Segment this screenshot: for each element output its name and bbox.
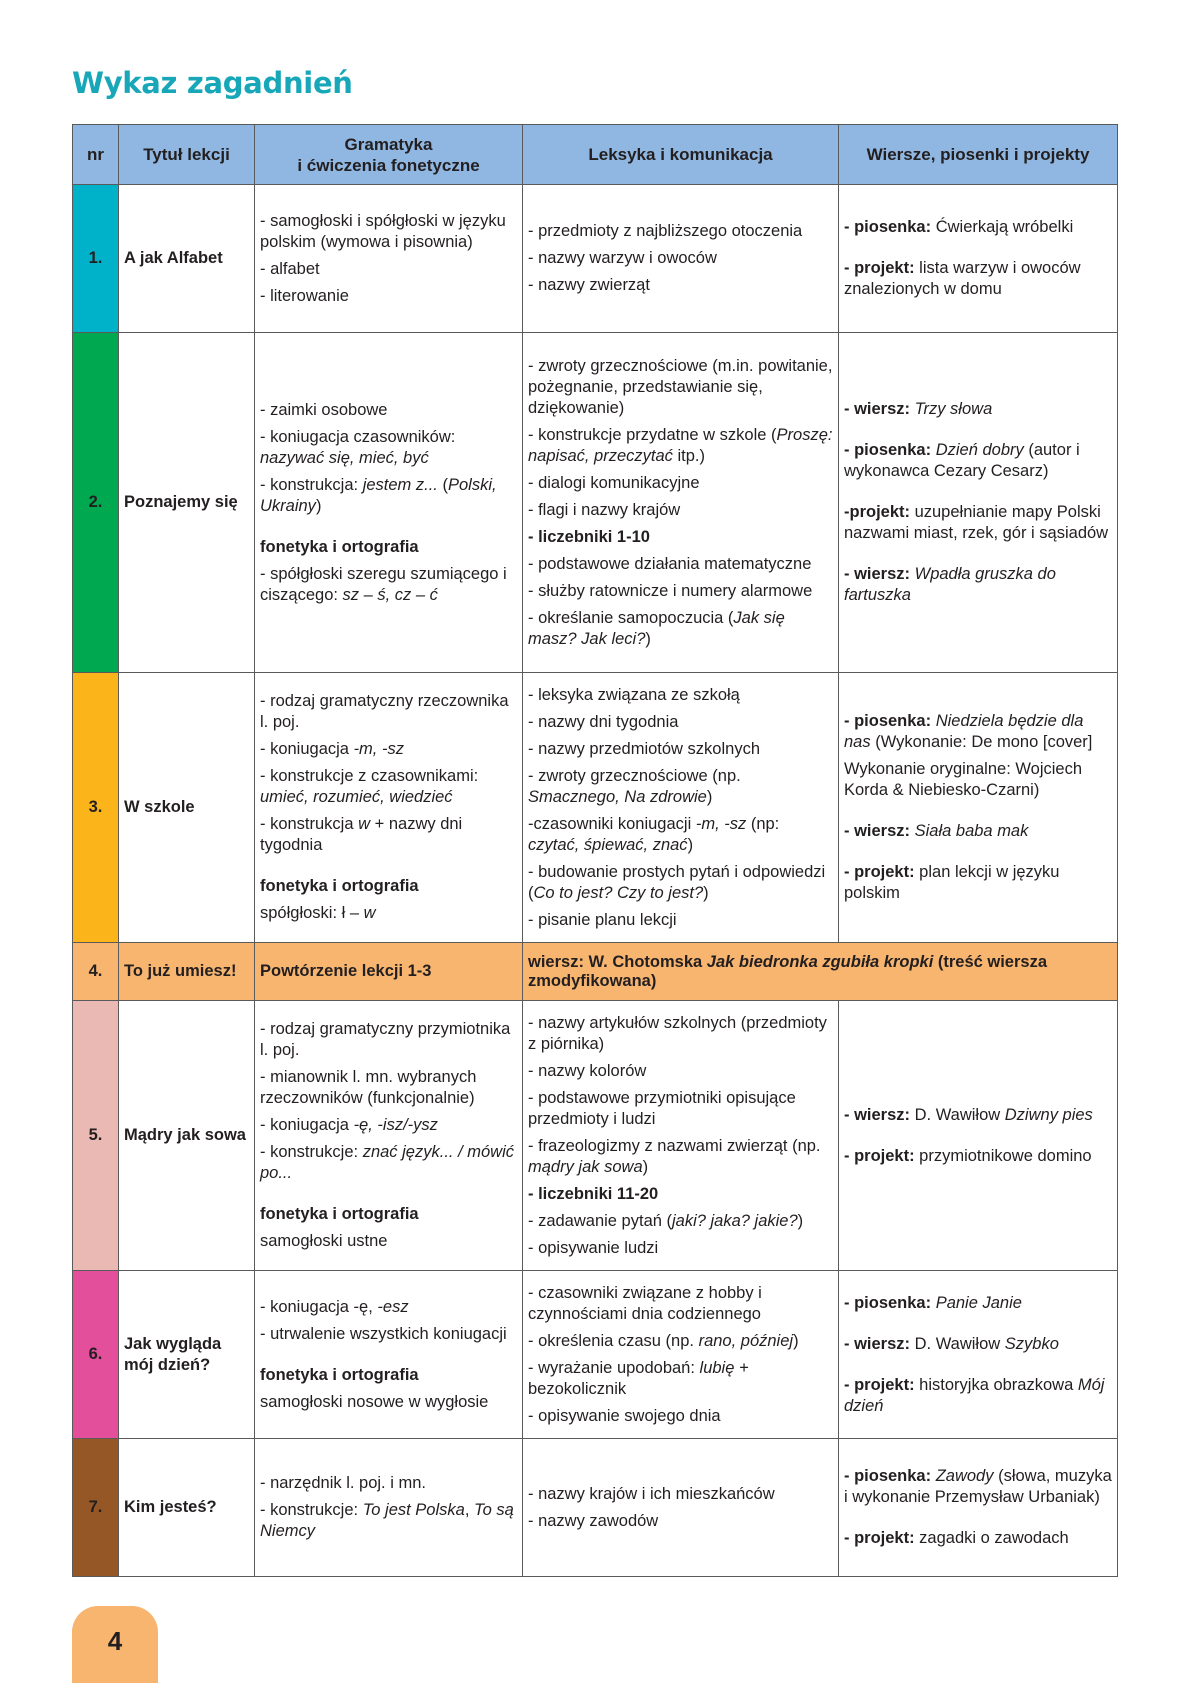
cell-line [260, 1392, 517, 1413]
cell-line [844, 217, 1112, 238]
cell-line [528, 685, 833, 706]
cell-text: - opisywanie swojego dnia [528, 1406, 721, 1425]
lesson-lexis [523, 1271, 839, 1439]
cell-text: uzupełnianie mapy Polski nazwami miast, rzek, gór i sąsiadów [844, 503, 1109, 542]
cell-text: Polski, Ukrainy [260, 475, 497, 515]
lesson-number: 4. [73, 943, 119, 1001]
cell-text: umieć, rozumieć, wiedzieć [260, 788, 453, 806]
cell-text: D. Wawiłow [910, 1105, 1005, 1124]
cell-line [260, 1297, 517, 1318]
cell-text: - wiersz: [844, 400, 911, 418]
cell-text: - podstawowe działania matematyczne [528, 554, 812, 573]
cell-text: - przedmioty z najbliższego otoczenia [528, 222, 803, 240]
spacer [844, 1320, 1112, 1334]
lesson-lexis [523, 185, 839, 333]
cell-text: - konstrukcja [260, 815, 359, 833]
cell-line [528, 712, 833, 733]
cell-line [260, 766, 517, 808]
cell-line [528, 1238, 833, 1259]
cell-text: - liczebniki 11-20 [528, 1184, 659, 1203]
cell-text: - flagi i nazwy krajów [528, 500, 681, 519]
lesson-title: W szkole [119, 673, 255, 943]
cell-line [844, 821, 1112, 842]
cell-line [528, 500, 833, 521]
table-row [73, 185, 1118, 333]
cell-text: itp.) [672, 446, 705, 465]
cell-line [260, 739, 517, 760]
cell-text: Ćwierkają wróbelki [931, 218, 1074, 236]
cell-text: nazywać się, mieć, być [260, 448, 429, 467]
cell-text: sz – ś, cz – ć [342, 585, 438, 604]
cell-text: Jak biedronka zgubiła kropki [706, 952, 934, 971]
cell-text: - nazwy przedmiotów szkolnych [528, 739, 760, 758]
cell-line [528, 275, 833, 296]
cell-line [528, 910, 833, 931]
lesson-grammar [255, 185, 523, 333]
cell-text: - piosenka: [844, 441, 932, 459]
topics-table [72, 124, 1118, 1577]
cell-text: (autor i wykonawca Cezary Cesarz) [844, 441, 1080, 480]
cell-text: zagadki o zawodach [914, 1529, 1069, 1547]
cell-text: - koniugacja [260, 1116, 354, 1134]
cell-line [844, 1293, 1112, 1314]
cell-text: - opisywanie ludzi [528, 1238, 659, 1257]
spacer [844, 848, 1112, 862]
cell-text: - zaimki osobowe [260, 400, 388, 419]
cell-text: ) [703, 883, 709, 902]
spacer [260, 1190, 517, 1204]
cell-text: - określanie samopoczucia ( [528, 608, 734, 627]
cell-text: Smacznego, Na zdrowie [528, 787, 707, 806]
lesson-number: 5. [73, 1001, 119, 1271]
cell-line [260, 564, 517, 606]
spacer [844, 807, 1112, 821]
cell-line [528, 1484, 833, 1505]
lesson-title: A jak Alfabet [119, 185, 255, 333]
cell-line [260, 1142, 517, 1184]
cell-text: - nazwy zwierząt [528, 276, 650, 294]
cell-line [844, 1334, 1112, 1355]
header-grammar-line2: i ćwiczenia fonetyczne [297, 155, 480, 175]
cell-text: ) [706, 787, 713, 806]
lesson-number: 3. [73, 673, 119, 943]
cell-text: - literowanie [260, 286, 349, 305]
cell-text: - piosenka: [844, 1467, 932, 1485]
cell-line [844, 502, 1112, 544]
cell-line [260, 537, 517, 558]
cell-text: - koniugacja [260, 740, 354, 758]
cell-line [260, 1067, 517, 1109]
lesson-title: To już umiesz! [119, 943, 255, 1001]
cell-text: - leksyka związana ze szkołą [528, 685, 740, 704]
cell-text: - narzędnik l. poj. i mn. [260, 1474, 426, 1492]
cell-text: lista warzyw i owoców znalezionych w domu [844, 259, 1081, 298]
cell-text: - wiersz: [844, 565, 911, 583]
cell-text: jestem z... [362, 475, 438, 494]
cell-text: historyjka obrazkowa [914, 1375, 1078, 1394]
cell-text: - liczebniki 1-10 [528, 527, 650, 546]
lesson-lexis [523, 333, 839, 673]
cell-text: Co to jest? Czy to jest? [533, 883, 704, 902]
cell-text: czytać, śpiewać, znać [528, 835, 688, 854]
cell-text: w [363, 904, 376, 922]
cell-line [528, 1013, 833, 1055]
cell-text: Trzy słowa [914, 400, 993, 418]
cell-text: (Wykonanie: De mono [cover] [870, 733, 1093, 751]
lesson-grammar [255, 333, 523, 673]
lesson-lexis [523, 673, 839, 943]
cell-line [528, 1358, 833, 1400]
lesson-lexis [523, 1001, 839, 1271]
cell-text: - pisanie planu lekcji [528, 910, 677, 929]
cell-text: - koniugacja czasowników: [260, 427, 456, 446]
cell-line [528, 1061, 833, 1082]
lesson-grammar [255, 1439, 523, 1577]
cell-line [260, 400, 517, 421]
spacer [844, 1132, 1112, 1146]
cell-text: -czasowniki koniugacji [528, 814, 696, 833]
cell-text: -esz [377, 1297, 409, 1316]
cell-line [260, 691, 517, 733]
cell-line [260, 1473, 517, 1494]
cell-text: - nazwy dni tygodnia [528, 712, 679, 731]
table-row [73, 673, 1118, 943]
cell-text: - utrwalenie wszystkich koniugacji [260, 1324, 507, 1343]
cell-line [528, 221, 833, 242]
cell-text: - samogłoski i spółgłoski w języku polskim (wymowa i pisownia) [260, 211, 506, 251]
cell-text: fonetyka i ortografia [260, 877, 419, 895]
cell-text: ) [642, 1157, 649, 1176]
lesson-number: 1. [73, 185, 119, 333]
cell-text: Siała baba mak [914, 822, 1029, 840]
cell-line [528, 581, 833, 602]
cell-text: - piosenka: [844, 218, 932, 236]
cell-text: - wiersz: [844, 822, 911, 840]
spacer [260, 1351, 517, 1365]
cell-text: - konstrukcje: [260, 1501, 363, 1519]
cell-text: Jak się masz? Jak leci? [528, 608, 785, 648]
cell-text: Niedziela będzie dla nas [844, 712, 1084, 751]
cell-line [528, 1283, 833, 1325]
cell-line [260, 1500, 517, 1542]
cell-line [528, 1511, 833, 1532]
cell-text: Dziwny pies [1004, 1105, 1093, 1124]
cell-line [844, 1466, 1112, 1508]
cell-line [260, 1365, 517, 1386]
cell-line [844, 564, 1112, 606]
cell-text: (słowa, muzyka i wykonanie Przemysław Urbaniak) [844, 1467, 1112, 1506]
header-nr: nr [73, 125, 119, 185]
cell-text: samogłoski nosowe w wygłosie [260, 1392, 489, 1411]
cell-text: -m, -sz [353, 740, 404, 758]
cell-line [260, 427, 517, 469]
cell-text: ) [687, 835, 694, 854]
cell-text: - wiersz: [844, 1105, 911, 1124]
cell-text: - projekt: [844, 863, 915, 881]
cell-text: - zadawanie pytań ( [528, 1211, 672, 1230]
cell-text: - koniugacja -ę, [260, 1297, 378, 1316]
cell-line [528, 814, 833, 856]
cell-text: - projekt: [844, 1529, 915, 1547]
table-row [73, 333, 1118, 673]
cell-text: - rodzaj gramatyczny przymiotnika l. poj. [260, 1020, 511, 1059]
cell-line [260, 1204, 517, 1225]
cell-text: - podstawowe przymiotniki opisujące przedmioty i ludzi [528, 1088, 796, 1128]
cell-line [844, 1146, 1112, 1167]
cell-line [528, 1406, 833, 1427]
cell-line [844, 440, 1112, 482]
cell-text: - budowanie prostych pytań i odpowiedzi ( [528, 862, 826, 902]
cell-text: + nazwy dni tygodnia [260, 815, 463, 854]
cell-text: ) [797, 1211, 804, 1230]
cell-line [528, 527, 833, 548]
cell-text: - służby ratownicze i numery alarmowe [528, 581, 813, 600]
cell-text: ) [793, 1331, 799, 1350]
lesson-grammar [255, 1271, 523, 1439]
cell-line [844, 1528, 1112, 1549]
cell-text: - mianownik l. mn. wybranych rzeczowników (funkcjonalnie) [260, 1068, 477, 1107]
lesson-poems [839, 1271, 1118, 1439]
cell-text: - konstrukcje przydatne w szkole ( [528, 425, 777, 444]
cell-text: - konstrukcje z czasownikami: [260, 767, 479, 785]
spacer [844, 426, 1112, 440]
spacer [844, 550, 1112, 564]
cell-text: przymiotnikowe domino [914, 1146, 1092, 1165]
cell-line [528, 862, 833, 904]
cell-text: ) [315, 496, 322, 515]
spacer [844, 1361, 1112, 1375]
cell-text: mądry jak sowa [528, 1157, 643, 1176]
cell-text: - konstrukcja: [260, 475, 363, 494]
cell-text: - dialogi komunikacyjne [528, 473, 700, 492]
table-row [73, 1271, 1118, 1439]
cell-text: bezokolicznik [528, 1379, 627, 1398]
header-grammar [255, 125, 523, 185]
table-row [73, 1439, 1118, 1577]
cell-line [260, 1231, 517, 1252]
cell-text: -projekt: [844, 503, 910, 521]
lesson-grammar: Powtórzenie lekcji 1-3 [255, 943, 523, 1001]
cell-text: spółgłoski: ł – [260, 904, 364, 922]
page-title: Wykaz zagadnień [72, 66, 353, 100]
cell-line [528, 356, 833, 419]
lesson-lexis [523, 943, 1118, 1001]
cell-line [260, 903, 517, 924]
cell-text: - nazwy zawodów [528, 1511, 659, 1530]
lesson-grammar [255, 1001, 523, 1271]
cell-text: Dzień dobry [935, 441, 1024, 459]
cell-text: - zwroty grzecznościowe (np. [528, 766, 741, 785]
lesson-poems [839, 185, 1118, 333]
lesson-grammar [255, 673, 523, 943]
cell-line [528, 473, 833, 494]
cell-line [528, 248, 833, 269]
cell-text: - piosenka: [844, 1293, 932, 1312]
lesson-number: 2. [73, 333, 119, 673]
page-number: 4 [72, 1606, 158, 1683]
cell-line [260, 259, 517, 280]
lesson-poems [839, 673, 1118, 943]
cell-line [528, 608, 833, 650]
cell-text: - projekt: [844, 259, 915, 277]
cell-text: Mój dzień [844, 1375, 1105, 1415]
cell-text: - nazwy artykułów szkolnych (przedmioty z piórnika) [528, 1013, 827, 1053]
header-grammar-line1: Gramatyka [344, 134, 433, 154]
cell-line [260, 1324, 517, 1345]
cell-line [260, 1115, 517, 1136]
cell-text: -ę, -isz/-ysz [353, 1116, 438, 1134]
cell-text: - czasowniki związane z hobby i czynnościami dnia codziennego [528, 1283, 762, 1323]
cell-line [260, 1019, 517, 1061]
cell-text: - wiersz: [844, 1334, 911, 1353]
spacer [260, 862, 517, 876]
lesson-lexis [523, 1439, 839, 1577]
cell-text: Wykonanie oryginalne: Wojciech Korda & Niebiesko-Czarni) [844, 760, 1083, 799]
lesson-poems [839, 1439, 1118, 1577]
cell-line [528, 1088, 833, 1130]
header-lexis: Leksyka i komunikacja [523, 125, 839, 185]
cell-text: - projekt: [844, 1375, 915, 1394]
cell-text: samogłoski ustne [260, 1232, 388, 1250]
header-poems: Wiersze, piosenki i projekty [839, 125, 1118, 185]
lesson-poems [839, 333, 1118, 673]
cell-line [528, 554, 833, 575]
cell-text: - wyrażanie upodobań: [528, 1358, 700, 1377]
cell-text: - spółgłoski szeregu szumiącego i ciszącego: [260, 564, 507, 604]
cell-line [844, 399, 1112, 420]
table-body [73, 185, 1118, 1577]
cell-text: - nazwy kolorów [528, 1061, 647, 1080]
cell-text: w [358, 815, 371, 833]
cell-line [528, 425, 833, 467]
cell-text: Proszę: napisać, przeczytać [528, 425, 833, 465]
cell-text: , [464, 1501, 474, 1519]
cell-text: To są Niemcy [260, 1501, 514, 1540]
cell-text: wiersz: W. Chotomska [528, 952, 707, 971]
cell-line [844, 711, 1112, 753]
cell-text: znać język... / mówić po... [260, 1143, 514, 1182]
cell-text: rano, później [698, 1331, 794, 1350]
header-title: Tytuł lekcji [119, 125, 255, 185]
spacer [844, 488, 1112, 502]
table-row [73, 1001, 1118, 1271]
cell-line [844, 862, 1112, 904]
cell-line [844, 759, 1112, 801]
cell-text: - piosenka: [844, 712, 932, 730]
cell-line [844, 1105, 1112, 1126]
cell-text: fonetyka i ortografia [260, 1365, 419, 1384]
cell-text: ( [437, 475, 448, 494]
cell-text: - określenia czasu (np. [528, 1331, 699, 1350]
table-row [73, 943, 1118, 1001]
cell-text: - konstrukcje: [260, 1143, 363, 1161]
spacer [844, 1514, 1112, 1528]
lesson-poems [839, 1001, 1118, 1271]
cell-text: fonetyka i ortografia [260, 1205, 419, 1223]
cell-line [844, 1375, 1112, 1417]
cell-text: Wpadła gruszka do fartuszka [844, 565, 1056, 604]
cell-line [528, 1136, 833, 1178]
cell-line [260, 211, 517, 253]
cell-text: - alfabet [260, 259, 320, 278]
cell-text: - frazeologizmy z nazwami zwierząt (np. [528, 1136, 821, 1155]
lesson-number: 6. [73, 1271, 119, 1439]
cell-text: To jest Polska [362, 1501, 465, 1519]
spacer [844, 244, 1112, 258]
cell-text: fonetyka i ortografia [260, 537, 419, 556]
cell-text: Szybko [1004, 1334, 1059, 1353]
cell-line [260, 475, 517, 517]
cell-line [528, 1184, 833, 1205]
cell-text: - rodzaj gramatyczny rzeczownika l. poj. [260, 692, 509, 731]
cell-text: Zawody [935, 1467, 994, 1485]
cell-line [260, 814, 517, 856]
lesson-title: Mądry jak sowa [119, 1001, 255, 1271]
cell-text: - nazwy warzyw i owoców [528, 249, 717, 267]
spacer [260, 523, 517, 537]
cell-line [260, 876, 517, 897]
cell-line [528, 1331, 833, 1352]
lesson-title: Jak wygląda mój dzień? [119, 1271, 255, 1439]
lesson-title: Kim jesteś? [119, 1439, 255, 1577]
cell-text: - zwroty grzecznościowe (m.in. powitanie, pożegnanie, przedstawianie się, dziękowanie) [528, 356, 833, 417]
cell-text: (np: [746, 814, 780, 833]
cell-text: D. Wawiłow [910, 1334, 1005, 1353]
cell-line [844, 258, 1112, 300]
cell-text: - projekt: [844, 1146, 915, 1165]
cell-text: plan lekcji w języku polskim [844, 863, 1060, 902]
cell-text: jaki? jaka? jakie? [672, 1211, 798, 1230]
lesson-number: 7. [73, 1439, 119, 1577]
lesson-title: Poznajemy się [119, 333, 255, 673]
cell-line [528, 1211, 833, 1232]
cell-text: (treść wiersza zmodyfikowana) [528, 952, 1048, 990]
cell-text: - nazwy krajów i ich mieszkańców [528, 1484, 775, 1503]
cell-text: -m, -sz [695, 814, 747, 833]
cell-line [528, 766, 833, 808]
cell-text: lubię + [699, 1358, 749, 1377]
cell-line [528, 739, 833, 760]
cell-text: Panie Janie [935, 1293, 1022, 1312]
cell-line [260, 286, 517, 307]
cell-text: ) [645, 629, 651, 648]
